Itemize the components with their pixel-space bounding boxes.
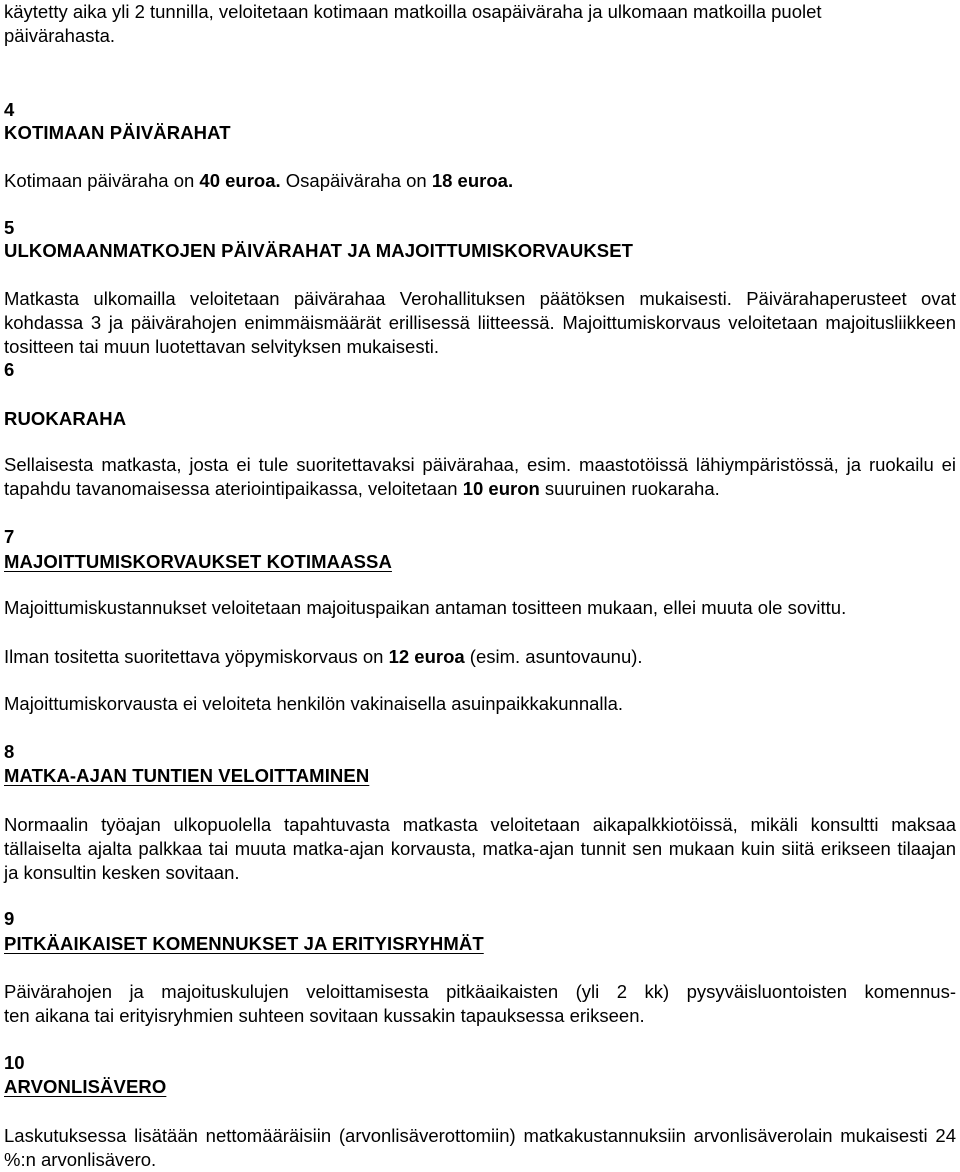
- section-5-number: 5: [4, 217, 15, 238]
- intro-line-1: käytetty aika yli 2 tunnilla, veloitetaan kotimaan matkoilla osapäiväraha ja ulkomaan matkoilla puolet: [4, 1, 822, 22]
- intro-paragraph: [4, 0, 822, 48]
- section-9-line-2: ten aikana tai erityisryhmien suhteen sovitaan kussakin tapauksessa erikseen.: [4, 1005, 645, 1026]
- section-7-paragraph-1: Majoittumiskustannukset veloitetaan majoituspaikan antaman tositteen mukaan, ellei muuta ole sovittu.: [4, 597, 847, 618]
- section-7-paragraph-2: [4, 645, 643, 669]
- section-9-number: 9: [4, 908, 15, 929]
- intro-line-2: päivärahasta.: [4, 25, 116, 46]
- section-10-title: ARVONLISÄVERO: [4, 1076, 167, 1097]
- section-8-title: MATKA-AJAN TUNTIEN VELOITTAMINEN: [4, 765, 370, 786]
- section-4-amount-daily: 40 euroa.: [199, 170, 281, 191]
- section-8-number: 8: [4, 741, 15, 762]
- section-4-text-a: Kotimaan päiväraha on: [4, 170, 200, 191]
- section-6-text-a: Sellaisesta matkasta, josta ei tule suoritettavaksi päivärahaa, esim. maastotöissä lähiympäristössä, ja ruokailu ei tapahdu tavanomaisessa ateriointipaikassa, veloitetaan: [4, 454, 956, 499]
- section-4-title: KOTIMAAN PÄIVÄRAHAT: [4, 122, 231, 143]
- section-4-paragraph: [4, 169, 513, 193]
- section-5-title: ULKOMAANMATKOJEN PÄIVÄRAHAT JA MAJOITTUMISKORVAUKSET: [4, 240, 634, 261]
- section-7-title: MAJOITTUMISKORVAUKSET KOTIMAASSA: [4, 551, 392, 572]
- section-7-p2-text-a: Ilman tositetta suoritettava yöpymiskorvaus on: [4, 646, 389, 667]
- section-4-number: 4: [4, 99, 15, 120]
- section-6-paragraph: [4, 453, 956, 501]
- section-10-number: 10: [4, 1052, 25, 1073]
- section-4-amount-partial: 18 euroa.: [431, 170, 514, 191]
- section-6-number: 6: [4, 359, 15, 380]
- section-6-title: RUOKARAHA: [4, 408, 127, 429]
- section-7-amount: 12 euroa: [388, 646, 465, 667]
- section-7-paragraph-3: Majoittumiskorvausta ei veloiteta henkilön vakinaisella asuinpaikkakunnalla.: [4, 693, 624, 714]
- section-9-paragraph: [4, 980, 956, 1028]
- section-4-text-c: Osapäiväraha on: [280, 170, 432, 191]
- section-6-amount: 10 euron: [462, 478, 540, 499]
- section-10-paragraph: Laskutuksessa lisätään nettomääräisiin (arvonlisäverottomiin) matkakustannuksiin arvonlisäverolain mukaisesti 24 %:n arvonlisävero.: [4, 1125, 956, 1170]
- section-9-line-1: Päivärahojen ja majoituskulujen veloittamisesta pitkäaikaisten (yli 2 kk) pysyväisluontoisten komennus-: [4, 981, 956, 1002]
- section-7-number: 7: [4, 526, 15, 547]
- section-7-p2-text-c: (esim. asuntovaunu).: [464, 646, 643, 667]
- section-8-paragraph: Normaalin työajan ulkopuolella tapahtuvasta matkasta veloitetaan aikapalkkiotöissä, mikäli konsultti maksaa tällaiselta ajalta palkkaa tai muuta matka-ajan korvausta, matka-ajan tunnit sen mukaan kuin siitä erikseen tilaajan ja konsultin kesken sovitaan.: [4, 814, 956, 883]
- section-5-paragraph: Matkasta ulkomailla veloitetaan päivärahaa Verohallituksen päätöksen mukaisesti. Päivärahaperusteet ovat kohdassa 3 ja päivärahojen enimmäismäärät erillisessä liitteessä. Majoittumiskorvaus veloitetaan majoitusliikkeen tositteen tai muun luotettavan selvityksen mukaisesti.: [4, 288, 956, 357]
- section-6-text-c: suuruinen ruokaraha.: [539, 478, 720, 499]
- section-9-title: PITKÄAIKAISET KOMENNUKSET JA ERITYISRYHMÄT: [4, 933, 484, 954]
